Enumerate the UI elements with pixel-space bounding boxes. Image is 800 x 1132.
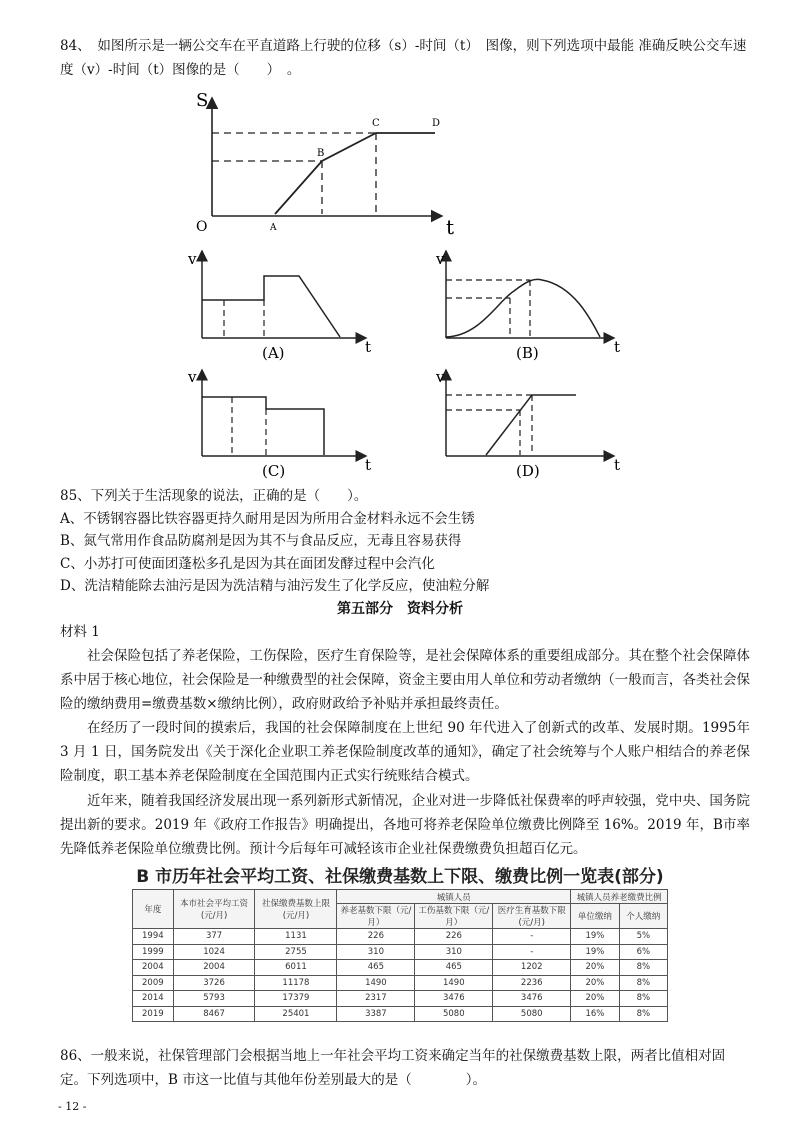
cell: 16%	[571, 1006, 619, 1022]
graph-c-caption: (C)	[262, 462, 286, 480]
cell: 5%	[619, 929, 667, 945]
cell: 25401	[255, 1006, 337, 1022]
cell: 8%	[619, 960, 667, 976]
graph-b-caption: (B)	[516, 344, 539, 362]
cell: 11178	[255, 975, 337, 991]
origin-label: O	[196, 219, 208, 235]
cell: 2009	[133, 975, 174, 991]
cell: 2019	[133, 1006, 174, 1022]
subheader-pension: 养老基数下限（元/月）	[337, 904, 415, 929]
question-86: 86、一般来说，社保管理部门会根据当地上一年社会平均工资来确定当年的社保缴费基数上限，两者比值相对固定。下列选项中，B 市这一比值与其他年份差别最大的是（ ）。	[60, 1048, 726, 1088]
graph-c-t-label: t	[365, 456, 372, 474]
graph-d-t-label: t	[614, 456, 621, 474]
st-graph	[212, 98, 442, 216]
cell: -	[493, 944, 571, 960]
cell: 2755	[255, 944, 337, 960]
table-row	[133, 991, 668, 1007]
cell: -	[493, 929, 571, 945]
velocity-graphs-figure	[180, 86, 650, 486]
cell: 6011	[255, 960, 337, 976]
graph-d-caption: (D)	[516, 462, 540, 480]
option-b: B、氮气常用作食品防腐剂是因为其不与食品反应，无毒且容易获得	[60, 533, 462, 549]
t-axis-label: t	[446, 215, 455, 239]
header-year: 年度	[133, 890, 174, 929]
cell: 310	[337, 944, 415, 960]
cell: 8%	[619, 975, 667, 991]
point-c-label: C	[372, 118, 380, 129]
graph-a-v-label: v	[188, 250, 197, 268]
cell: 465	[337, 960, 415, 976]
graph-b-v-label: v	[436, 250, 445, 268]
table-row	[133, 1006, 668, 1022]
paragraph-3: 近年来，随着我国经济发展出现一系列新形式新情况，企业对进一步降低社保费率的呼声较强，党中央、国务院提出新的要求。2019 年《政府工作报告》明确提出，各地可将养老保险单位缴费比例降至 16%。2019 年，B市率先降低养老保险单位缴费比例。预计今后每年可减轻该市企业社保费缴费负担超百亿元。	[60, 793, 750, 857]
paragraph-1: 社会保险包括了养老保险，工伤保险，医疗生育保险等，是社会保障体系的重要组成部分。其在整个社会保障体系中居于核心地位，社会保险是一种缴费型的社会保障，资金主要由用人单位和劳动者缴纳（一般而言，各类社会保险的缴纳费用=缴费基数×缴纳比例），政府财政给予补贴并承担最终责任。	[60, 648, 750, 712]
cell: 2004	[133, 960, 174, 976]
cell: 1994	[133, 929, 174, 945]
table-row	[133, 944, 668, 960]
cell: 1131	[255, 929, 337, 945]
material-label: 材料 1	[60, 624, 100, 640]
graph-a-t-label: t	[365, 338, 372, 356]
cell: 3476	[493, 991, 571, 1007]
question-84: 84、 如图所示是一辆公交车在平直道路上行驶的位移（s）-时间（t） 图像，则下列选项中最能 准确反映公交车速度（v）-时间（t）图像的是（ ） 。	[60, 38, 747, 78]
cell: 3476	[415, 991, 493, 1007]
table-title: B 市历年社会平均工资、社保缴费基数上下限、缴费比例一览表(部分)	[136, 867, 664, 887]
cell: 2004	[173, 960, 255, 976]
cell: 1024	[173, 944, 255, 960]
cell: 6%	[619, 944, 667, 960]
cell: 19%	[571, 929, 619, 945]
cell: 465	[415, 960, 493, 976]
data-table	[132, 889, 668, 1022]
option-c: C、小苏打可使面团蓬松多孔是因为其在面团发酵过程中会汽化	[60, 555, 435, 572]
subheader-injury: 工伤基数下限（元/月）	[415, 904, 493, 929]
point-a-label: A	[270, 223, 277, 233]
cell: 8%	[619, 991, 667, 1007]
option-d: D、洗洁精能除去油污是因为洗洁精与油污发生了化学反应，使油粒分解	[60, 578, 490, 594]
cell: 20%	[571, 991, 619, 1007]
graph-a	[202, 251, 366, 338]
cell: 1999	[133, 944, 174, 960]
subheader-personal: 个人缴纳	[619, 904, 667, 929]
cell: 8%	[619, 1006, 667, 1022]
page-number: - 12 -	[58, 1100, 87, 1113]
paragraph-2: 在经历了一段时间的摸索后，我国的社会保障制度在上世纪 90 年代进入了创新式的改革、发展时期。1995年 3 月 1 日，国务院发出《关于深化企业职工养老保险制度改革的通知》，确定了社会统筹与个人账户相结合的养老保险制度，职工基本养老保险制度在全国范围内正式实行统账结合模式。	[60, 720, 750, 784]
option-a: A、不锈钢容器比铁容器更持久耐用是因为所用合金材料永远不会生锈	[60, 510, 475, 527]
cell: 2014	[133, 991, 174, 1007]
cell: 20%	[571, 960, 619, 976]
graph-c-v-label: v	[188, 368, 197, 386]
graph-d-v-label: v	[436, 368, 445, 386]
subheader-medical: 医疗生育基数下限(元/月)	[493, 904, 571, 929]
question-85	[60, 484, 760, 597]
table-row	[133, 960, 668, 976]
graph-b-t-label: t	[614, 338, 621, 356]
header-avg-wage: 本市社会平均工资(元/月)	[173, 890, 255, 929]
graph-c	[202, 370, 366, 456]
subheader-unit: 单位缴纳	[571, 904, 619, 929]
header-urban: 城镇人员	[337, 890, 571, 904]
cell: 226	[415, 929, 493, 945]
cell: 226	[337, 929, 415, 945]
graph-a-caption: (A)	[262, 344, 285, 362]
section-title: 第五部分 资料分析	[337, 601, 463, 617]
header-upper-limit: 社保缴费基数上限(元/月)	[255, 890, 337, 929]
header-ratio: 城镇人员养老缴费比例	[571, 890, 668, 904]
point-b-label: B	[317, 148, 325, 159]
cell: 17379	[255, 991, 337, 1007]
s-axis-label: S	[196, 90, 209, 111]
cell: 3387	[337, 1006, 415, 1022]
cell: 1490	[415, 975, 493, 991]
cell: 1490	[337, 975, 415, 991]
cell: 5793	[173, 991, 255, 1007]
table-row	[133, 929, 668, 945]
cell: 3726	[173, 975, 255, 991]
cell: 2317	[337, 991, 415, 1007]
graph-d	[446, 370, 614, 456]
table-row	[133, 975, 668, 991]
cell: 2236	[493, 975, 571, 991]
cell: 377	[173, 929, 255, 945]
cell: 8467	[173, 1006, 255, 1022]
question-85-stem: 85、下列关于生活现象的说法，正确的是（ ）。	[60, 488, 368, 504]
cell: 20%	[571, 975, 619, 991]
cell: 5080	[493, 1006, 571, 1022]
cell: 1202	[493, 960, 571, 976]
cell: 5080	[415, 1006, 493, 1022]
cell: 19%	[571, 944, 619, 960]
cell: 310	[415, 944, 493, 960]
point-d-label: D	[432, 118, 441, 129]
graph-b	[446, 251, 614, 338]
